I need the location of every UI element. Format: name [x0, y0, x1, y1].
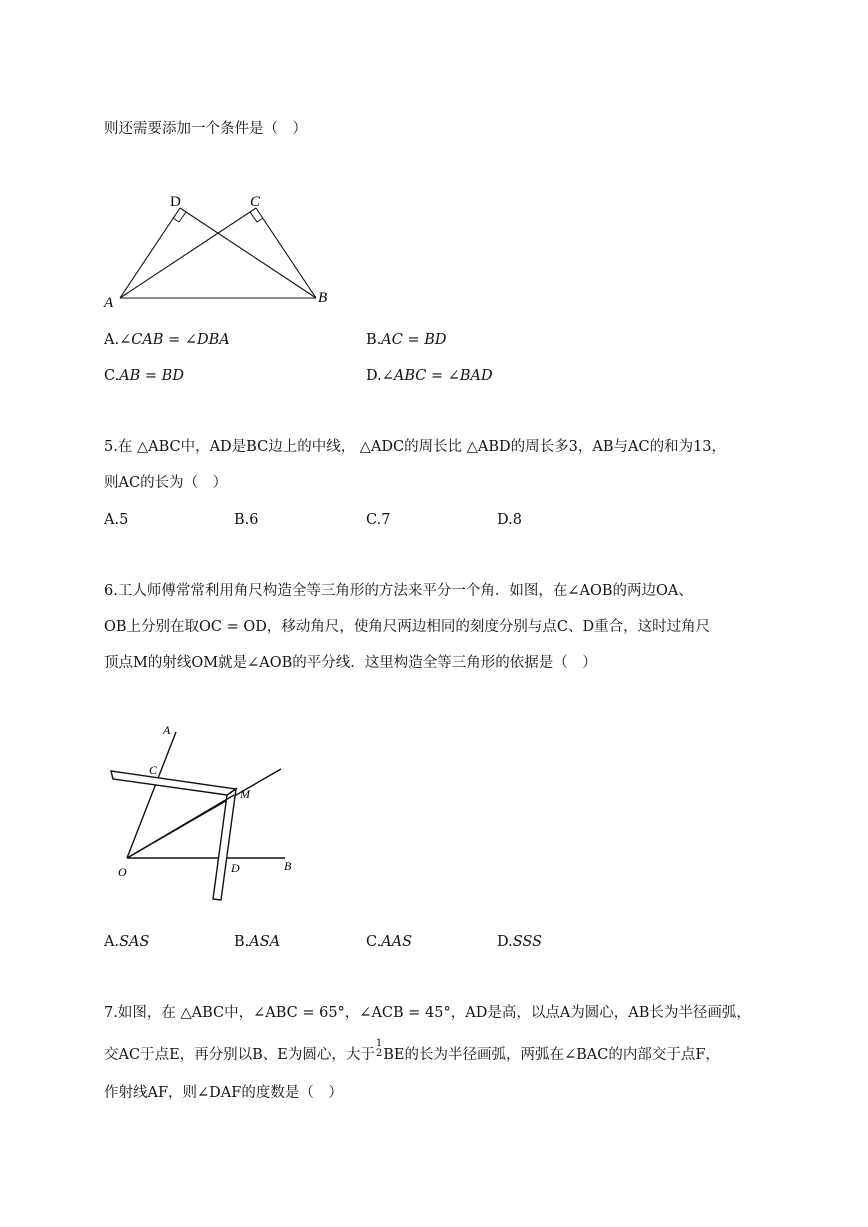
q4-option-c[interactable] [104, 366, 184, 386]
option-letter: D. [497, 934, 513, 950]
q4-stem: 则还需要添加一个条件是（ ） [104, 121, 307, 137]
option-letter: A. [104, 332, 120, 348]
label-B: B [284, 859, 292, 873]
option-letter: B. [366, 332, 382, 348]
option-letter: C. [366, 512, 382, 528]
label-C: C [149, 763, 158, 777]
q6-line3: 顶点M的射线OM就是∠AOB的平分线．这里构造全等三角形的依据是（ ） [104, 655, 597, 671]
option-letter: D. [497, 512, 513, 528]
q5-option-b[interactable] [234, 510, 259, 530]
option-letter: A. [104, 512, 120, 528]
label-O: O [118, 865, 127, 879]
option-text: SAS [119, 934, 150, 950]
option-text: 5 [119, 512, 129, 528]
q7-line2-start: 交AC于点E，再分别以B、E为圆心，大于 [104, 1047, 375, 1063]
option-text: ∠ABC = ∠BAD [381, 368, 493, 384]
q5-line1: 5.在 △ABC中，AD是BC边上的中线， △ADC的周长比 △ABD的周长多3，AB与AC的和为13， [104, 439, 727, 455]
option-text: 6 [249, 512, 259, 528]
q7-line2 [104, 1038, 720, 1065]
option-letter: B. [234, 512, 250, 528]
label-B: B [318, 290, 328, 306]
option-letter: C. [366, 934, 382, 950]
fraction-denominator: 2 [375, 1048, 383, 1059]
label-A: A [163, 723, 171, 737]
q7-line2-end: BE的长为半径画弧，两弧在∠BAC的内部交于点F， [383, 1047, 720, 1063]
label-M: M [240, 787, 250, 801]
option-letter: C. [104, 368, 120, 384]
q4-figure [100, 190, 340, 310]
q6-line2: OB上分别在取OC = OD，移动角尺，使角尺两边相同的刻度分别与点C、D重合，这时过角尺 [104, 619, 711, 635]
option-text: 7 [381, 512, 391, 528]
label-C: C [250, 194, 261, 210]
option-text: 8 [512, 512, 522, 528]
option-text: AB = BD [119, 368, 184, 384]
fraction-half [376, 1039, 382, 1059]
q6-option-a[interactable] [104, 932, 149, 952]
label-D: D [170, 194, 181, 210]
q6-figure [100, 722, 320, 907]
q6-line1: 6.工人师傅常常利用角尺构造全等三角形的方法来平分一个角．如图，在∠AOB的两边OA、 [104, 583, 693, 599]
q5-option-a[interactable] [104, 510, 128, 530]
option-text: SSS [512, 934, 543, 950]
option-text: ASA [249, 934, 281, 950]
q6-option-c[interactable] [366, 932, 412, 952]
option-letter: A. [104, 934, 120, 950]
q7-line3: 作射线AF，则∠DAF的度数是（ ） [104, 1085, 343, 1101]
q4-option-b[interactable] [366, 330, 446, 350]
q7-line1: 7.如图，在 △ABC中，∠ABC = 65°，∠ACB = 45°，AD是高，以点A为圆心，AB长为半径画弧， [104, 1005, 751, 1021]
label-D: D [231, 861, 240, 875]
option-text: ∠CAB = ∠DBA [119, 332, 230, 348]
fraction-numerator: 1 [375, 1038, 383, 1049]
q6-option-d[interactable] [497, 932, 542, 952]
q4-option-d[interactable] [366, 366, 493, 386]
option-text: AC = BD [381, 332, 447, 348]
option-letter: D. [366, 368, 382, 384]
option-text: AAS [381, 934, 413, 950]
label-A: A [104, 295, 114, 310]
q4-option-a[interactable] [104, 330, 230, 350]
q5-option-c[interactable] [366, 510, 390, 530]
q5-line2: 则AC的长为（ ） [104, 475, 228, 491]
option-letter: B. [234, 934, 250, 950]
q5-option-d[interactable] [497, 510, 522, 530]
q6-option-b[interactable] [234, 932, 280, 952]
